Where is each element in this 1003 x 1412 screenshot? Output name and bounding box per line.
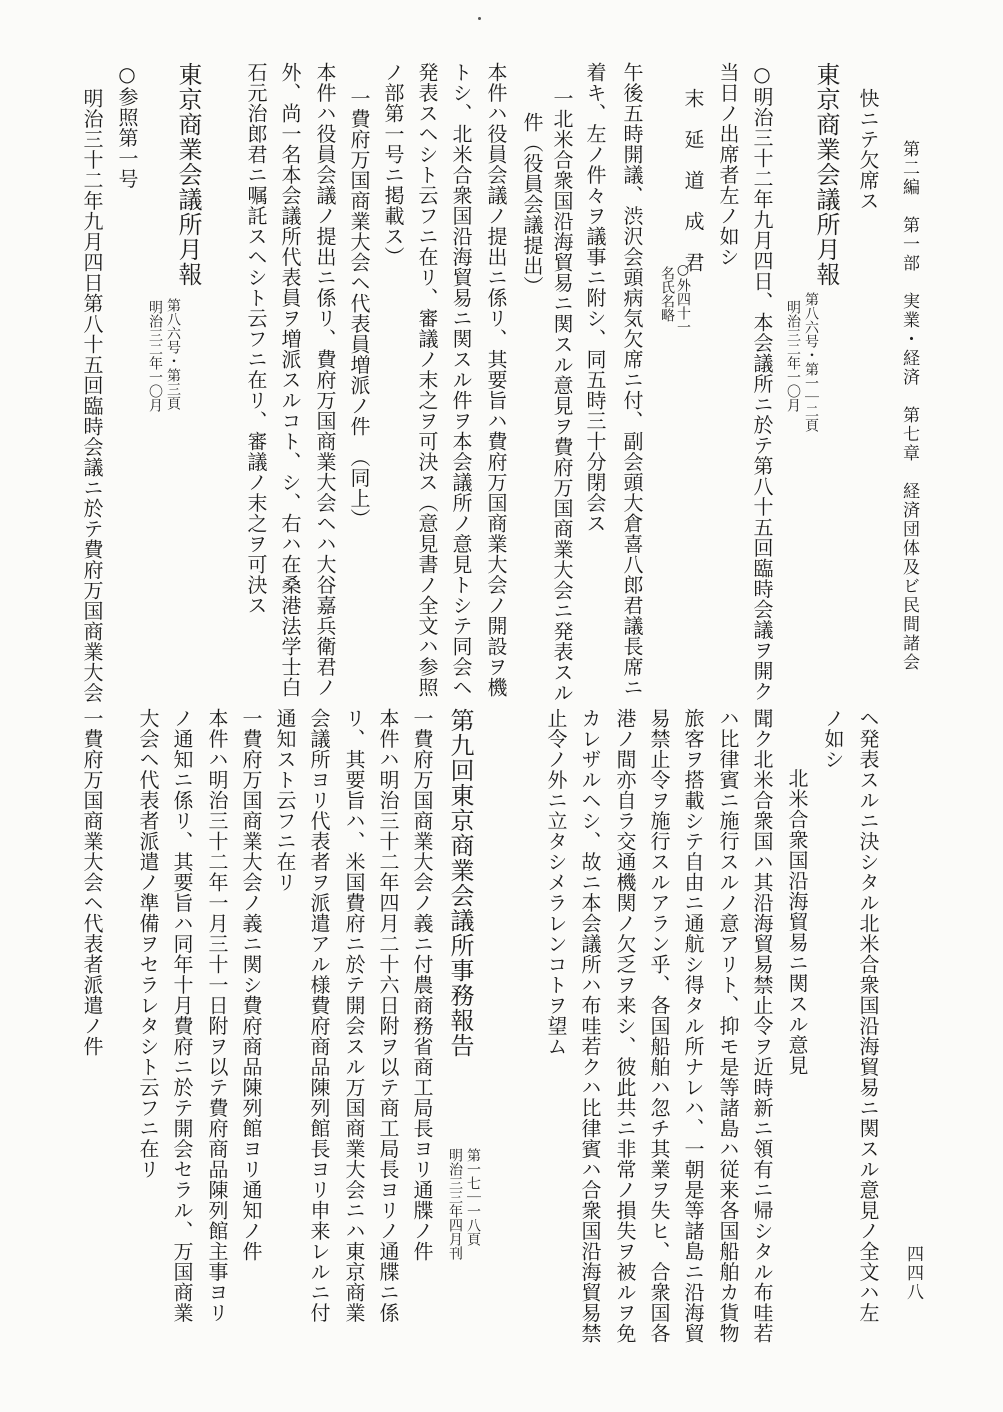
text-line: 港ノ間亦自ラ交通機関ノ欠乏ヲ来シ、彼此共ニ非常ノ損失ヲ被ルヲ免 xyxy=(613,708,637,1344)
text-line: リ、其要旨ハ、米国費府ニ於テ開会スル万国商業大会ニハ東京商業 xyxy=(342,708,366,1323)
text-line: トシ、北米合衆国沿海貿易ニ関スル件ヲ本会議所ノ意見トシテ同会ヘ xyxy=(449,62,473,698)
opinion-title: 北米合衆国沿海貿易ニ関スル意見 xyxy=(785,768,809,1076)
source-heading: 東京商業会議所月報 xyxy=(812,62,840,287)
text-line: 石元治郎君ニ嘱託スヘシト云フニ在リ、審議ノ末之ヲ可決ス xyxy=(244,62,268,616)
source-citation: 第八六号・第一｜二頁 xyxy=(803,292,819,432)
agenda-item: 一費府万国商業大会ノ義ニ付農商務省商工局長ヨリ通牒ノ件 xyxy=(410,708,434,1262)
source-citation: 明治三三年四月刊 xyxy=(447,1148,463,1260)
source-heading: 東京商業会議所月報 xyxy=(174,62,202,287)
source-citation: 明治三二年一〇月 xyxy=(147,300,163,412)
text-line: 快ニテ欠席ス xyxy=(856,88,880,211)
text-line: 外、尚一名本会議所代表員ヲ増派スルコト、シ、右ハ在桑港法学士白 xyxy=(278,62,302,698)
text-line: 旅客ヲ搭載シテ自由ニ通航シ得タル所ナレハ、一朝是等諸島ニ沿海貿 xyxy=(681,708,705,1344)
text-line: カレザルヘシ、故ニ本会議所ハ布哇若クハ比律賓ハ合衆国沿海貿易禁 xyxy=(578,708,602,1344)
text-line: 大会ヘ代表者派遣ノ準備ヲセラレタシト云フニ在リ xyxy=(136,708,160,1180)
text-line: 件（役員会議提出） xyxy=(520,112,544,297)
text-line: 会議所ヨリ代表者ヲ派遣アル様費府商品陳列館長ヨリ申来レルニ付 xyxy=(307,708,331,1323)
text-line: 午後五時開議、渋沢会頭病気欠席ニ付、副会頭大倉喜八郎君議長席ニ xyxy=(620,62,644,698)
agenda-item: 一費府万国商業大会ヘ代表員増派ノ件 （同上） xyxy=(347,88,371,529)
text-line: 聞ク北米合衆国ハ其沿海貿易禁止令ヲ近時新ニ領有ニ帰シタル布哇若 xyxy=(750,708,774,1344)
text-line: 易禁止令ヲ施行スルアラン乎、各国船舶ハ忽チ其業ヲ失ヒ、合衆国各 xyxy=(647,708,671,1344)
scan-speck xyxy=(478,17,481,20)
running-title: 第二編 第一部 実業・経済 第七章 経済団体及ビ民間諸会 xyxy=(899,140,919,672)
text-line: 本件ハ明治三十二年一月三十一日附ヲ以テ費府商品陳列館主事ヨリ xyxy=(205,708,229,1323)
text-line: ヘ発表スルニ決シタル北米合衆国沿海貿易ニ関スル意見ノ全文ハ左 xyxy=(856,708,880,1323)
text-line: 本件ハ明治三十二年四月二十六日附ヲ以テ商工局長ヨリノ通牒ニ係 xyxy=(376,708,400,1323)
agenda-item: 一北米合衆国沿海貿易ニ関スル意見ヲ費府万国商業大会ニ発表スル xyxy=(550,88,574,703)
text-line: 発表スヘシト云フニ在リ、審議ノ末之ヲ可決ス（意見書ノ全文ハ参照 xyxy=(415,62,439,698)
text-line: ○明治三十二年九月四日、本会議所ニ於テ第八十五回臨時会議ヲ開ク xyxy=(750,62,774,702)
text-line: ノ部第一号ニ掲載ス） xyxy=(381,62,405,267)
text-line: 着キ、左ノ件々ヲ議事ニ附シ、同五時三十分閉会ス xyxy=(583,62,607,534)
attendee-note: ○外四十一 xyxy=(675,262,691,334)
text-line: 本件ハ役員会議ノ提出ニ係リ、其要旨ハ費府万国商業大会ノ開設ヲ機 xyxy=(484,62,508,698)
text-line: ハ比律賓ニ施行スルノ意アリト、抑モ是等諸島ハ従来各国船舶カ貨物 xyxy=(716,708,740,1344)
reference-heading: ○参照第一号 xyxy=(115,62,139,189)
text-line: 明治三十二年九月四日第八十五回臨時会議ニ於テ費府万国商業大会 xyxy=(80,88,104,703)
attendee-line: 末 延 道 成 君 xyxy=(681,88,705,273)
text-line: 通知スト云フニ在リ xyxy=(273,708,297,893)
page-number: 四四八 xyxy=(903,1245,923,1302)
source-citation: 明治三二年一〇月 xyxy=(785,300,801,412)
text-line: 止令ノ外ニ立タシメラレンコトヲ望ム xyxy=(544,708,568,1057)
attendee-note: 名氏名略 xyxy=(659,266,675,322)
agenda-item: 一費府万国商業大会ヘ代表者派遣ノ件 xyxy=(80,708,104,1057)
text-line: 本件ハ役員会議ノ提出ニ係リ、費府万国商業大会ヘハ大谷嘉兵衛君ノ xyxy=(313,62,337,698)
report-heading: 第九回東京商業会議所事務報告 xyxy=(446,708,474,1058)
source-citation: 第一七｜一八頁 xyxy=(465,1148,481,1246)
text-line: ノ如シ xyxy=(821,708,845,770)
agenda-item: 一費府万国商業大会ノ義ニ関シ費府商品陳列館ヨリ通知ノ件 xyxy=(239,708,263,1262)
text-line: ノ通知ニ係リ、其要旨ハ同年十月費府ニ於テ開会セラル、万国商業 xyxy=(170,708,194,1323)
text-line: 当日ノ出席者左ノ如シ xyxy=(716,62,740,267)
source-citation: 第八六号・第三頁 xyxy=(165,298,181,410)
